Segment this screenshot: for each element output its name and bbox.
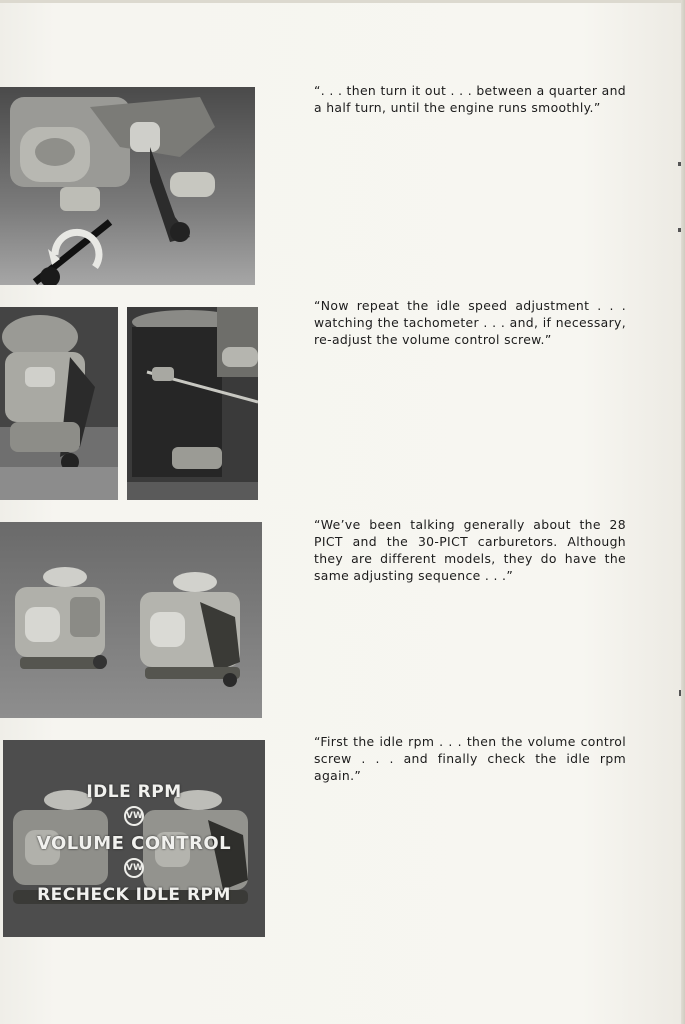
caption-1: “. . . then turn it out . . . between a quarter and a half turn, until the engine runs smoothly.” [314,83,626,115]
carburetor-screwdriver-photo [0,87,255,285]
carburetor-side-illustration [127,307,258,500]
page-right-edge [681,0,685,1024]
caption-2: “Now repeat the idle speed adjustment . . . watching the tachometer . . . and, if necessary, re-adjust the volume control screw.” [314,298,626,347]
binding-mark [679,690,681,696]
carburetor-adjustment-photo-left [0,307,118,500]
carburetor-closeup-illustration [0,307,118,500]
binding-mark [678,162,681,166]
adjusting-sequence-photo [3,740,265,937]
vw-logo-icon: VW [124,858,144,878]
caption-3: “We’ve been talking generally about the 28 PICT and the 30-PICT carburetors. Although they are different models, they do have the same adjusting sequence . . .” [314,517,626,583]
carburetor-adjustment-photo-right [127,307,258,500]
two-carburetors-illustration [0,522,262,718]
caption-4: “First the idle rpm . . . then the volume control screw . . . and finally check the idle rpm again.” [314,734,626,783]
two-carburetors-photo [0,522,262,718]
step-volume-control: VOLUME CONTROL [36,833,232,854]
step-idle-rpm: IDLE RPM [86,782,182,802]
step-recheck-idle-rpm: RECHECK IDLE RPM [37,885,231,905]
binding-mark [678,228,681,232]
carburetor-illustration [0,87,255,285]
vw-logo-icon: VW [124,806,144,826]
page-top-edge [0,0,685,3]
